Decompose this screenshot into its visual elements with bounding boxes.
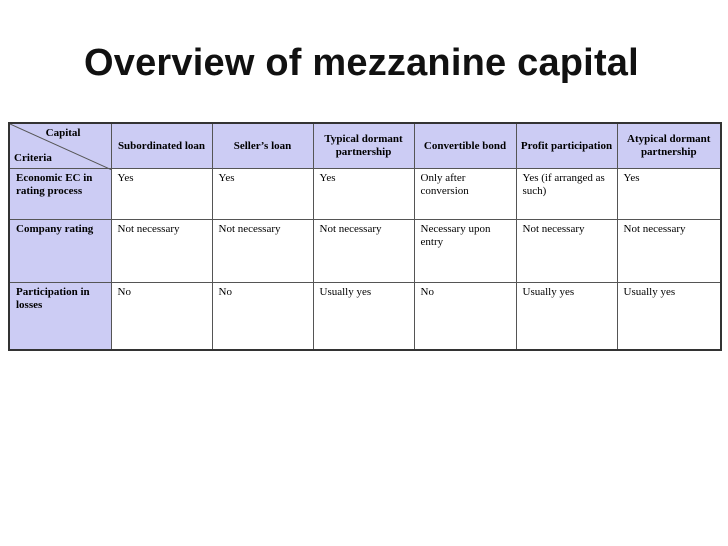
table-cell: Yes [111,169,212,220]
table-cell: Necessary upon entry [414,220,516,283]
table-cell: No [212,283,313,351]
corner-capital-label: Capital [45,127,81,139]
table-cell: Not necessary [111,220,212,283]
table-row [9,169,721,220]
table-cell: Yes [313,169,414,220]
table-row [9,283,721,351]
column-header: Convertible bond [414,123,516,169]
table-cell: No [414,283,516,351]
table-cell: Yes [212,169,313,220]
table-cell: Not necessary [516,220,617,283]
table-row [9,220,721,283]
table-cell: Usually yes [313,283,414,351]
column-header: Subordinated loan [111,123,212,169]
row-header: Company rating [9,220,111,283]
table-cell: Usually yes [617,283,721,351]
row-header: Participation in losses [9,283,111,351]
table-cell: Only after conversion [414,169,516,220]
table-cell: Not necessary [212,220,313,283]
slide-title: Overview of mezzanine capital [84,42,639,84]
table-cell: Yes (if arranged as such) [516,169,617,220]
table-header-row [9,123,721,169]
table-cell: Usually yes [516,283,617,351]
row-header: Economic EC in rating process [9,169,111,220]
table-cell: Not necessary [313,220,414,283]
column-header: Atypical dormant partnership [617,123,721,169]
table-cell: Yes [617,169,721,220]
column-header: Profit participation [516,123,617,169]
column-header: Seller’s loan [212,123,313,169]
column-header: Typical dormant partnership [313,123,414,169]
mezzanine-overview-table [8,122,722,351]
table-cell: No [111,283,212,351]
corner-criteria-label: Criteria [14,152,52,164]
table-cell: Not necessary [617,220,721,283]
corner-header-cell [9,123,111,169]
